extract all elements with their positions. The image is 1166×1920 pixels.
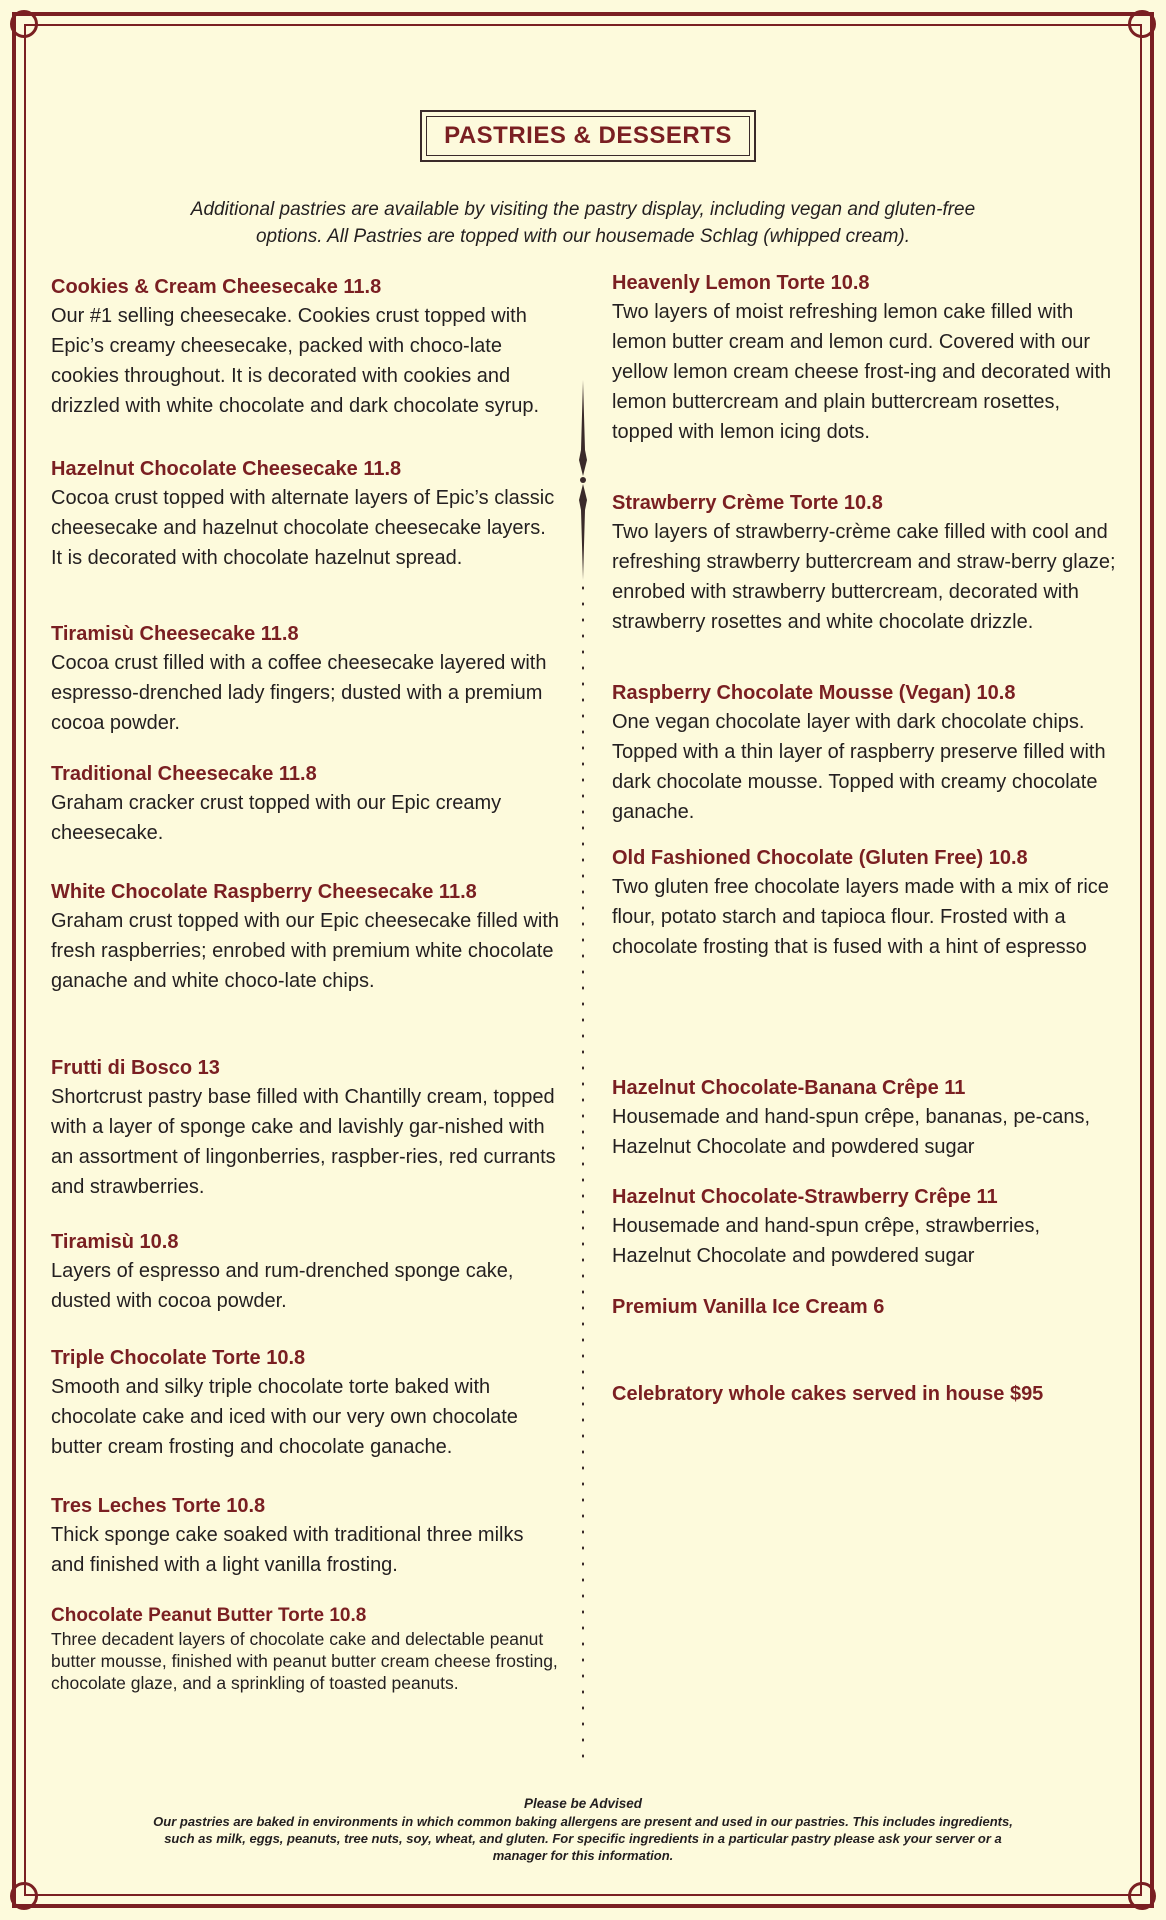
menu-item [51,455,561,586]
menu-item-title: Tiramisù 10.8 [51,1231,179,1253]
menu-title: PASTRIES & DESSERTS [444,122,732,149]
menu-item [612,489,1122,649]
menu-item-title: Old Fashioned Chocolate (Gluten Free) 10.8 [612,847,1028,869]
menu-item [51,1228,561,1316]
allergen-advisory [140,1795,1026,1864]
menu-item-description: One vegan chocolate layer with dark chocolate chips. Topped with a thin layer of raspberry preserve filled with dark chocolate mousse. Topped with creamy chocolate ganache. [612,711,1106,823]
menu-item [612,1380,1122,1408]
right-menu-column [612,269,1122,1408]
menu-item-title: Tiramisù Cheesecake 11.8 [51,623,299,645]
menu-item-description: Three decadent layers of chocolate cake and delectable peanut butter mousse, finished with peanut butter cream cheese frosting, chocolate glaze, and a sprinkling of toasted peanuts. [51,1629,558,1693]
column-divider [582,580,584,1760]
menu-item-description: Shortcrust pastry base filled with Chantilly cream, topped with a layer of sponge cake and lavishly gar-nished with an assortment of lingonberries, raspber-ries, red currants and strawberries. [51,1086,556,1198]
menu-item-title: White Chocolate Raspberry Cheesecake 11.8 [51,881,477,903]
menu-item-description: Thick sponge cake soaked with traditional three milks and finished with a light vanilla frosting. [51,1524,524,1576]
menu-item-description: Graham cracker crust topped with our Epic creamy cheesecake. [51,792,502,844]
menu-intro: Additional pastries are available by visiting the pastry display, including vegan and gluten-free options. All Pastries are topped with our housemade Schlag (whipped cream). [190,199,976,247]
menu-item [612,844,1122,979]
menu-item [51,878,561,1028]
menu-item-description: Two gluten free chocolate layers made with a mix of rice flour, potato starch and tapioca flour. Frosted with a chocolate frosting that is fused with a hint of espresso [612,876,1109,958]
menu-item-title: Hazelnut Chocolate-Strawberry Crêpe 11 [612,1186,998,1208]
menu-item-title: Chocolate Peanut Butter Torte 10.8 [51,1605,367,1626]
advisory-heading: Please be Advised [523,1796,643,1811]
menu-item [51,1604,561,1694]
menu-item-title: Tres Leches Torte 10.8 [51,1495,266,1517]
menu-item-description: Two layers of strawberry-crème cake filled with cool and refreshing strawberry buttercream and straw-berry glaze; enrobed with strawberry buttercream, decorated with strawberry rosettes and white chocolate drizzle. [612,521,1116,633]
menu-item-title: Premium Vanilla Ice Cream 6 [612,1296,885,1318]
divider-ornament-icon [574,380,592,580]
menu-item-title: Strawberry Crème Torte 10.8 [612,492,883,514]
menu-item [51,273,561,421]
menu-item-description: Smooth and silky triple chocolate torte baked with chocolate cake and iced with our very own chocolate butter cream frosting and chocolate ganache. [51,1376,518,1458]
left-menu-column [51,273,561,1694]
menu-item-title: Hazelnut Chocolate-Banana Crêpe 11 [612,1077,966,1099]
menu-item [612,1183,1122,1267]
menu-item-description: Layers of espresso and rum-drenched sponge cake, dusted with cocoa powder. [51,1260,514,1312]
menu-item-title: Heavenly Lemon Torte 10.8 [612,272,870,294]
menu-item-title: Triple Chocolate Torte 10.8 [51,1347,306,1369]
menu-item-description: Housemade and hand-spun crêpe, bananas, pe-cans, Hazelnut Chocolate and powdered sugar [612,1106,1091,1158]
menu-item-title: Raspberry Chocolate Mousse (Vegan) 10.8 [612,682,1016,704]
menu-item [612,1293,1122,1333]
menu-item-description: Two layers of moist refreshing lemon cake filled with lemon butter cream and lemon curd. Covered with our yellow lemon cream cheese frost-ing and decorated with lemon buttercream and plain buttercream rosettes, topped with lemon icing dots. [612,301,1112,443]
menu-item-description: Housemade and hand-spun crêpe, strawberries, Hazelnut Chocolate and powdered sugar [612,1215,1041,1267]
menu-item [51,1492,561,1580]
menu-item-description: Cocoa crust filled with a coffee cheesecake layered with espresso-drenched lady fingers; dusted with a premium cocoa powder. [51,652,547,734]
menu-item [612,1074,1122,1158]
menu-item [51,1054,561,1200]
menu-item [612,269,1122,459]
menu-item [51,620,561,732]
menu-item-title: Celebratory whole cakes served in house $95 [612,1383,1044,1405]
menu-item-title: Hazelnut Chocolate Cheesecake 11.8 [51,458,402,480]
menu-item [612,679,1122,823]
menu-item-title: Cookies & Cream Cheesecake 11.8 [51,276,382,298]
menu-item-title: Frutti di Bosco 13 [51,1057,220,1079]
menu-item-title: Traditional Cheesecake 11.8 [51,763,317,785]
menu-title-box [420,110,756,162]
menu-item-description: Graham crust topped with our Epic cheesecake filled with fresh raspberries; enrobed with premium white chocolate ganache and white choco-late chips. [51,910,560,992]
menu-item-description: Cocoa crust topped with alternate layers of Epic’s classic cheesecake and hazelnut chocolate cheesecake layers. It is decorated with chocolate hazelnut spread. [51,487,555,569]
menu-item [51,1344,561,1462]
menu-item-description: Our #1 selling cheesecake. Cookies crust topped with Epic’s creamy cheesecake, packed with choco-late cookies throughout. It is decorated with cookies and drizzled with white chocolate and dark chocolate syrup. [51,305,540,417]
menu-item [51,760,561,844]
advisory-text: Our pastries are baked in environments in which common baking allergens are present and used in our pastries. This includes ingredients, such as milk, eggs, peanuts, tree nuts, soy, wheat, and gluten. For specific ingredients in a particular pastry please ask your server or a manager for this information. [153,1814,1013,1863]
